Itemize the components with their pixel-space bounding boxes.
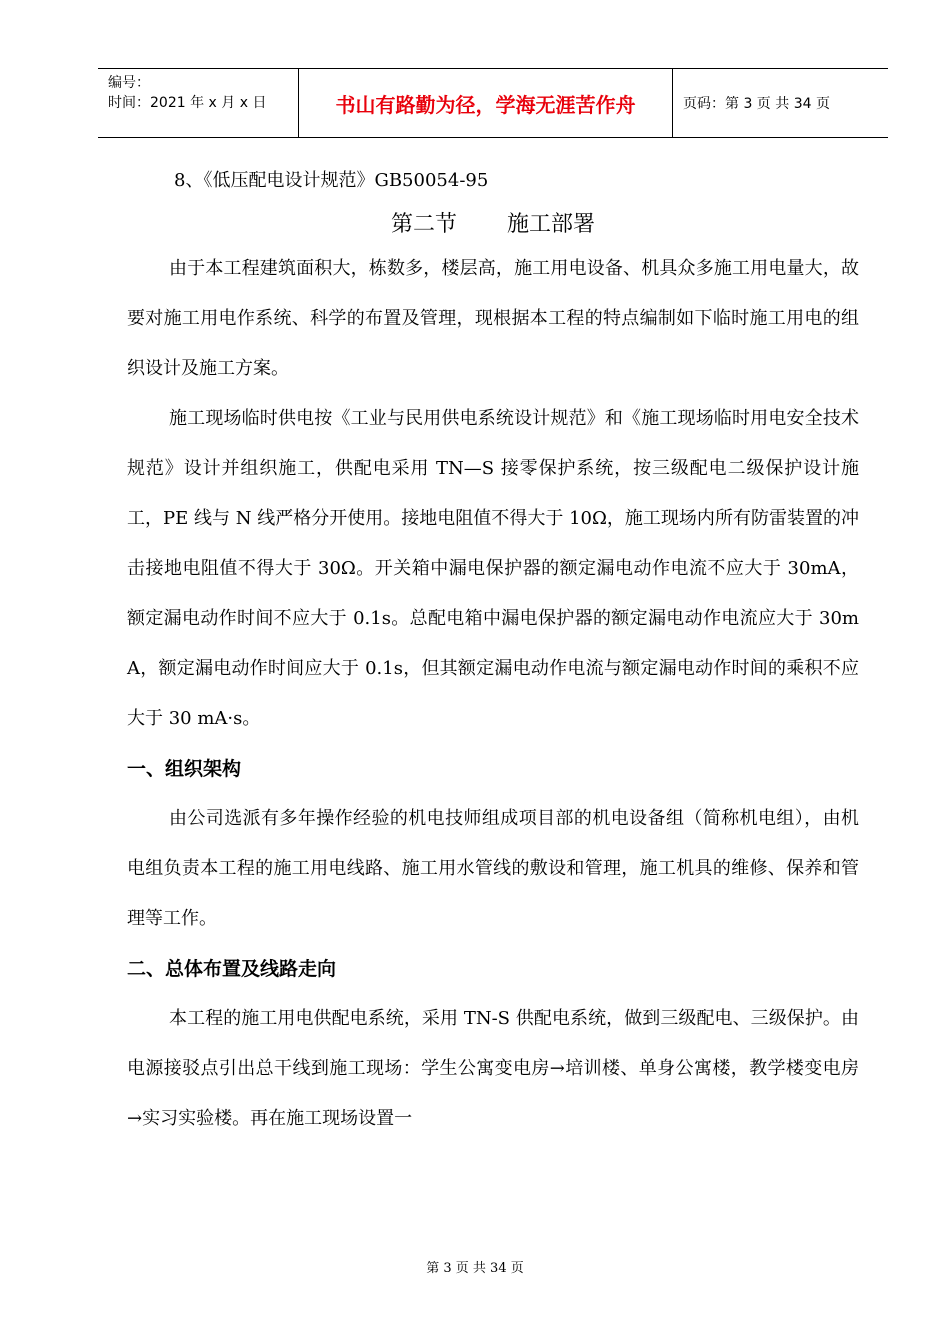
section-name: 施工部署 [507, 212, 596, 237]
section-title [127, 210, 859, 240]
page-footer: 第 3 页 共 34 页 [426, 1261, 524, 1276]
subheading-layout: 二、总体布置及线路走向 [127, 958, 337, 980]
header-meta [98, 69, 299, 137]
document-body [127, 166, 859, 1144]
header-motto: 书山有路勤为径，学海无涯苦作舟 [299, 69, 673, 137]
header-page-number: 页码：第 3 页 共 34 页 [683, 96, 830, 112]
reference-item: 8、《低压配电设计规范》GB50054-95 [174, 170, 489, 191]
paragraph: 本工程的施工用电供配电系统，采用 TN-S 供配电系统，做到三级配电、三级保护。由电源接驳点引出总干线到施工现场：学生公寓变电房→培训楼、单身公寓楼，教学楼变电房→实习实验楼。再在施工现场设置一 [127, 1008, 859, 1129]
page-header [98, 68, 888, 138]
document-date: 时间：2021 年 x 月 x 日 [108, 95, 267, 111]
subheading-organization: 一、组织架构 [127, 758, 242, 780]
paragraph: 由公司选派有多年操作经验的机电技师组成项目部的机电设备组（简称机电组），由机电组负责本工程的施工用电线路、施工用水管线的敷设和管理，施工机具的维修、保养和管理等工作。 [127, 808, 859, 929]
paragraph: 施工现场临时供电按《工业与民用供电系统设计规范》和《施工现场临时用电安全技术规范》设计并组织施工，供配电采用 TN—S 接零保护系统，按三级配电二级保护设计施工，PE 线与 N 线严格分开使用。接地电阻值不得大于 10Ω，施工现场内所有防雷装置的冲击接地电阻值不得大于 30Ω。开关箱中漏电保护器的额定漏电动作电流不应大于 30mA，额定漏电动作时间不应大于 0.1s。总配电箱中漏电保护器的额定漏电动作电流应大于 30mA，额定漏电动作时间应大于 0.1s，但其额定漏电动作电流与额定漏电动作时间的乘积不应大于 30 mA·s。 [127, 408, 859, 729]
section-number: 第二节 [390, 212, 457, 237]
document-number: 编号： [108, 75, 150, 91]
paragraph: 由于本工程建筑面积大，栋数多，楼层高，施工用电设备、机具众多施工用电量大，故要对施工用电作系统、科学的布置及管理，现根据本工程的特点编制如下临时施工用电的组织设计及施工方案。 [127, 258, 859, 379]
